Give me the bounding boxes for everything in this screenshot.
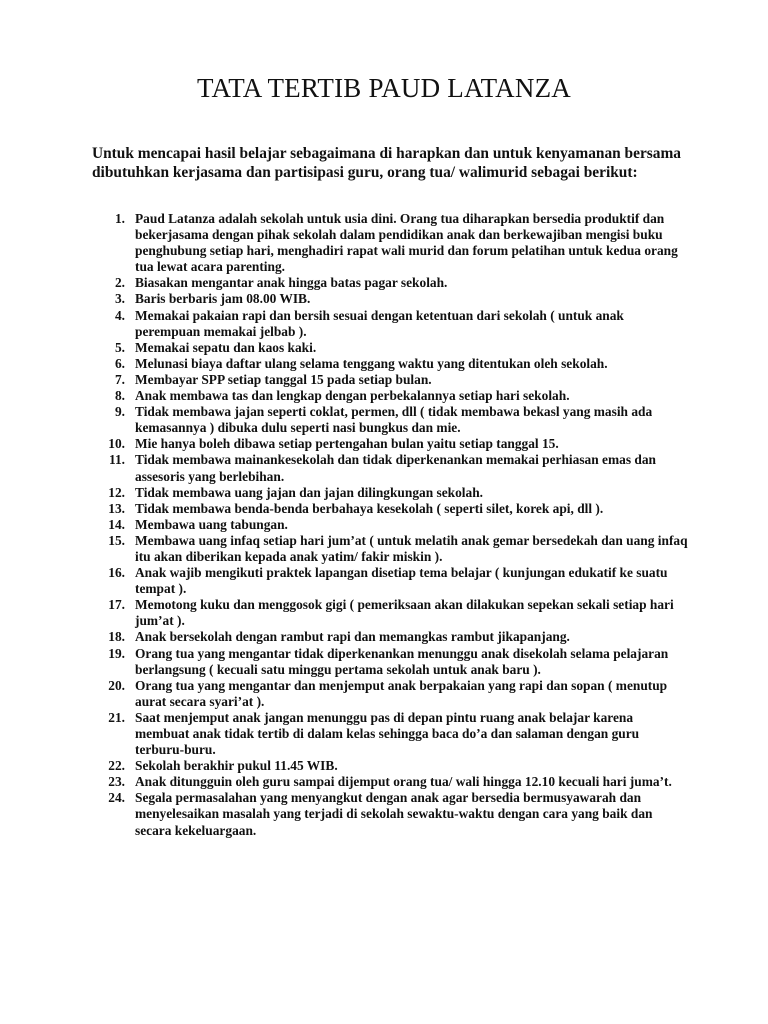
rule-item — [100, 372, 690, 388]
rule-text: Sekolah berakhir pukul 11.45 WIB. — [135, 758, 338, 774]
rule-number: 9. — [114, 404, 125, 420]
rule-number: 10. — [108, 436, 125, 452]
rule-number: 5. — [114, 339, 125, 355]
rule-text: Membawa uang infaq setiap hari jum’at ( untuk melatih anak gemar bersedekah dan uang infaq itu akan diberikan kepada anak yatim/ fakir miskin ). — [135, 532, 688, 564]
rule-text: Memotong kuku dan menggosok gigi ( pemeriksaan akan dilakukan sepekan sekali setiap hari jum’at ). — [135, 597, 674, 629]
rule-item — [100, 485, 690, 501]
rule-text: Tidak membawa jajan seperti coklat, permen, dll ( tidak membawa bekasl yang masih ada kemasannya ) dibuka dulu seperti nasi bungkus dan mie. — [135, 404, 653, 436]
document-title: TATA TERTIB PAUD LATANZA — [197, 73, 571, 103]
rule-number: 22. — [108, 758, 125, 774]
rule-number: 6. — [114, 355, 125, 371]
rule-item — [100, 517, 690, 533]
rule-text: Orang tua yang mengantar dan menjemput anak berpakaian yang rapi dan sopan ( menutup aurat secara syari’at ). — [135, 677, 668, 709]
rule-text: Anak bersekolah dengan rambut rapi dan memangkas rambut jikapanjang. — [135, 629, 570, 645]
rule-number: 23. — [108, 774, 125, 790]
rule-number: 11. — [109, 452, 125, 468]
rule-item — [100, 774, 690, 790]
intro-paragraph: Untuk mencapai hasil belajar sebagaimana di harapkan dan untuk kenyamanan bersama dibutuhkan kerjasama dan partisipasi guru, orang tua/ walimurid sebagai berikut: — [92, 145, 681, 181]
rule-item — [100, 404, 690, 436]
rule-number: 16. — [108, 565, 125, 581]
rule-text: Biasakan mengantar anak hingga batas pagar sekolah. — [135, 275, 448, 291]
rule-item — [100, 291, 690, 307]
rule-text: Segala permasalahan yang menyangkut dengan anak agar bersedia bermusyawarah dan menyelesaikan masalah yang terjadi di sekolah sewaktu-waktu dengan cara yang baik dan secara kekeluargaan. — [135, 790, 653, 838]
rule-text: Mie hanya boleh dibawa setiap pertengahan bulan yaitu setiap tanggal 15. — [135, 436, 559, 452]
rule-item — [100, 452, 690, 484]
rule-text: Baris berbaris jam 08.00 WIB. — [135, 291, 311, 307]
rule-item — [100, 340, 690, 356]
rule-number: 4. — [114, 307, 125, 323]
rule-text: Orang tua yang mengantar tidak diperkenankan menunggu anak disekolah selama pelajaran berlangsung ( kecuali satu minggu pertama sekolah untuk anak baru ). — [135, 645, 669, 677]
rule-number: 20. — [108, 677, 125, 693]
rule-item — [100, 597, 690, 629]
rule-item — [100, 308, 690, 340]
rule-item — [100, 533, 690, 565]
rule-number: 7. — [114, 371, 125, 387]
rule-number: 18. — [108, 629, 125, 645]
rule-number: 14. — [108, 516, 125, 532]
rule-item — [100, 388, 690, 404]
rule-text: Tidak membawa mainankesekolah dan tidak diperkenankan memakai perhiasan emas dan assesoris yang berlebihan. — [135, 452, 656, 484]
rule-number: 21. — [108, 709, 125, 725]
rule-number: 24. — [108, 790, 125, 806]
rule-item — [100, 710, 690, 758]
rule-item — [100, 629, 690, 645]
rule-item — [100, 211, 690, 275]
rule-text: Membayar SPP setiap tanggal 15 pada setiap bulan. — [135, 371, 432, 387]
rule-item — [100, 565, 690, 597]
rule-text: Anak ditungguin oleh guru sampai dijemput orang tua/ wali hingga 12.10 kecuali hari juma’t. — [135, 774, 672, 790]
rule-number: 2. — [114, 275, 125, 291]
rule-text: Tidak membawa uang jajan dan jajan dilingkungan sekolah. — [135, 484, 484, 500]
rule-number: 1. — [114, 211, 125, 226]
rule-text: Paud Latanza adalah sekolah untuk usia dini. Orang tua diharapkan bersedia produktif dan bekerjasama dengan pihak sekolah dalam pendidikan anak dan berkewajiban mengisi buku penghubung setiap hari, menghadiri rapat wali murid dan forum pelatihan untuk kedua orang tua lewat acara parenting. — [135, 211, 678, 275]
rule-text: Memakai pakaian rapi dan bersih sesuai dengan ketentuan dari sekolah ( untuk anak perempuan memakai jelbab ). — [135, 307, 624, 339]
rule-number: 8. — [114, 388, 125, 404]
rule-item — [100, 436, 690, 452]
rule-text: Tidak membawa benda-benda berbahaya kesekolah ( seperti silet, korek api, dll ). — [135, 500, 604, 516]
rule-item — [100, 356, 690, 372]
rule-item — [100, 501, 690, 517]
rule-number: 12. — [108, 484, 125, 500]
rule-item — [100, 646, 690, 678]
rule-text: Membawa uang tabungan. — [135, 516, 288, 532]
rule-number: 17. — [108, 597, 125, 613]
rule-item — [100, 758, 690, 774]
rule-number: 13. — [108, 500, 125, 516]
rule-item — [100, 275, 690, 291]
rules-list — [100, 211, 690, 839]
rule-number: 19. — [108, 645, 125, 661]
rule-text: Memakai sepatu dan kaos kaki. — [135, 339, 317, 355]
rule-text: Anak membawa tas dan lengkap dengan perbekalannya setiap hari sekolah. — [135, 388, 570, 404]
rule-text: Melunasi biaya daftar ulang selama tenggang waktu yang ditentukan oleh sekolah. — [135, 355, 608, 371]
rule-number: 15. — [108, 532, 125, 548]
rule-item — [100, 790, 690, 838]
rule-text: Saat menjemput anak jangan menunggu pas di depan pintu ruang anak belajar karena membuat anak tidak tertib di dalam kelas sehingga baca do’a dan salaman dengan guru terburu-buru. — [135, 709, 640, 758]
rule-text: Anak wajib mengikuti praktek lapangan disetiap tema belajar ( kunjungan edukatif ke suatu tempat ). — [135, 565, 668, 597]
rule-number: 3. — [114, 291, 125, 307]
rule-item — [100, 678, 690, 710]
